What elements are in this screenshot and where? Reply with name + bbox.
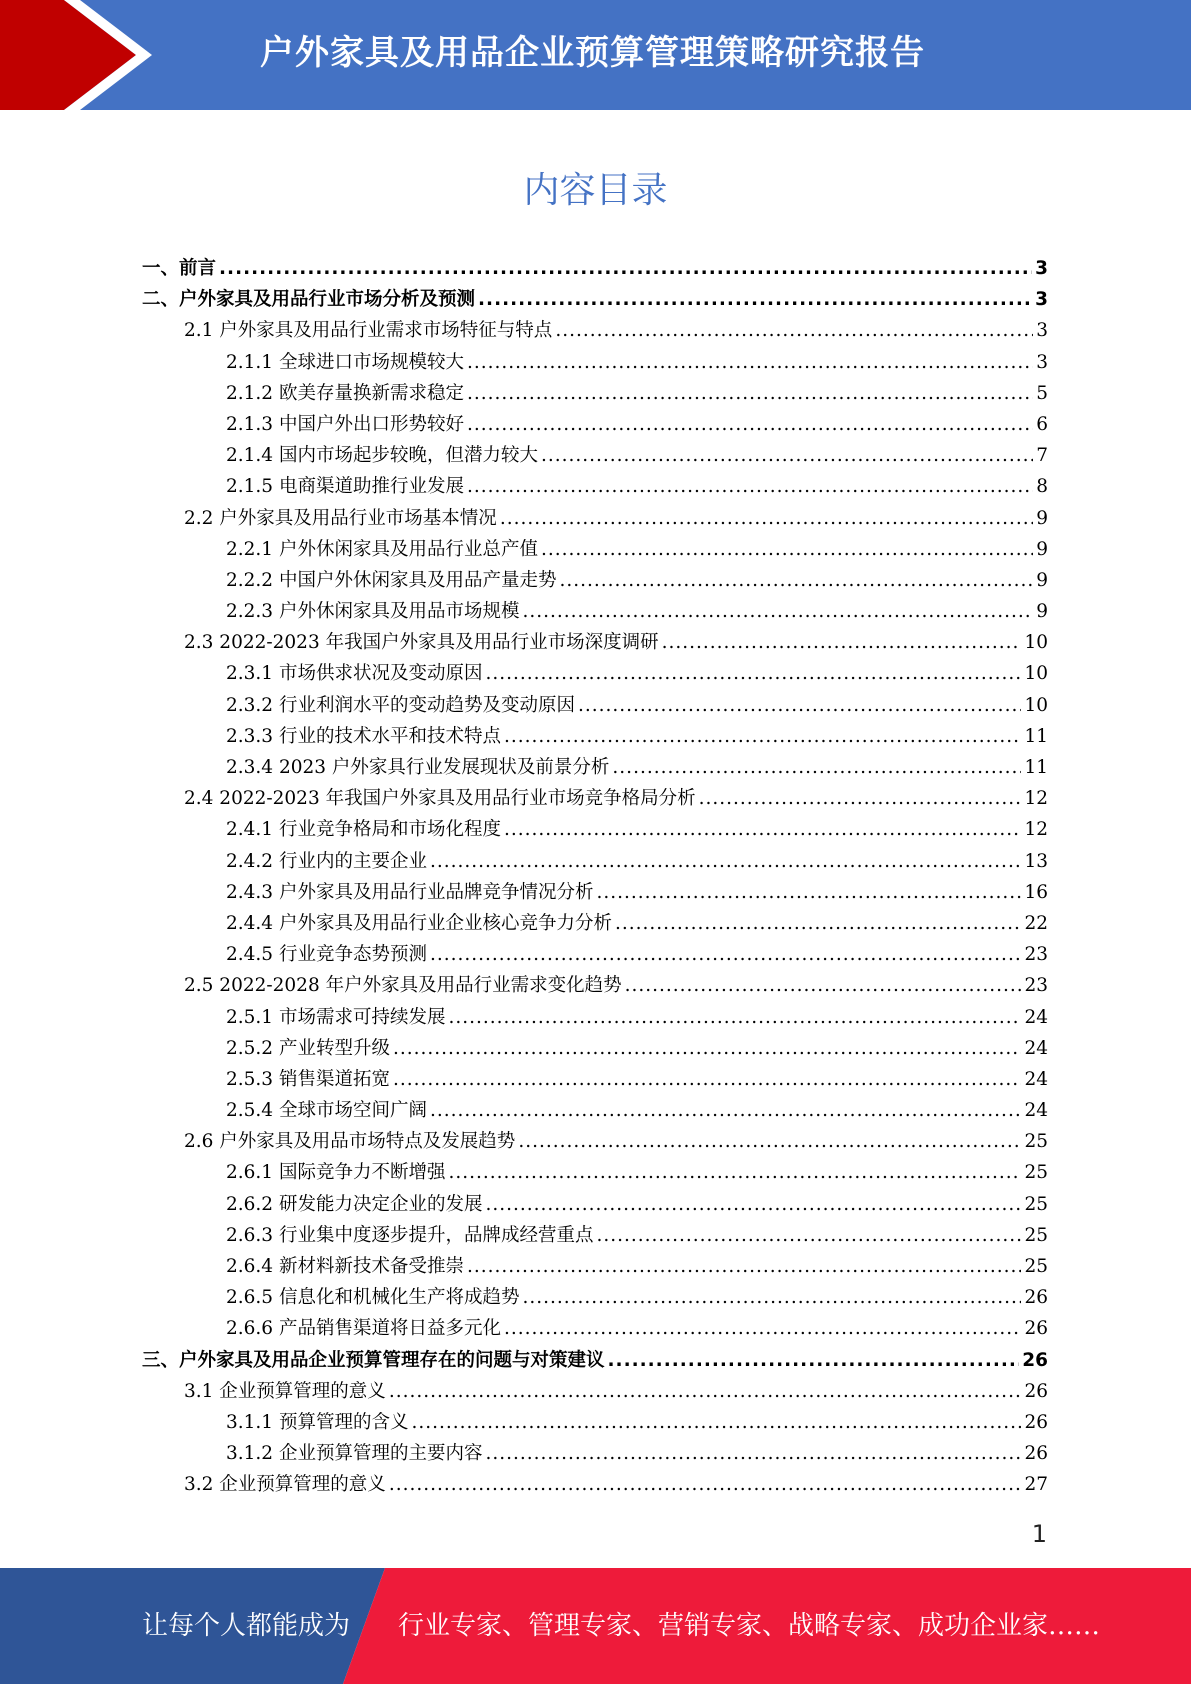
toc-entry[interactable] [142,627,1048,658]
toc-entry[interactable] [142,814,1048,845]
toc-entry[interactable] [142,284,1048,315]
toc-entry[interactable] [142,1220,1048,1251]
toc-entry[interactable] [142,939,1048,970]
toc-dot-leader [467,378,1033,409]
toc-dot-leader [448,1002,1021,1033]
toc-entry-page: 24 [1024,1006,1048,1028]
toc-entry-page: 9 [1036,601,1048,623]
toc-dot-leader [411,1407,1021,1438]
toc-entry-label: 三、户外家具及用品企业预算管理存在的问题与对策建议 [142,1349,605,1371]
toc-entry[interactable] [142,534,1048,565]
toc-entry-page: 9 [1036,538,1048,560]
toc-dot-leader [389,1376,1022,1407]
toc-dot-leader [430,1095,1021,1126]
toc-entry-page: 3 [1035,289,1048,311]
toc-entry-label: 2.5 2022-2028 年户外家具及用品行业需求变化趋势 [184,975,622,997]
toc-entry-page: 7 [1036,445,1048,467]
toc-entry-label: 2.6.2 研发能力决定企业的发展 [226,1193,483,1215]
toc-entry-page: 5 [1036,382,1048,404]
toc-entry[interactable] [142,503,1048,534]
toc-dot-leader [522,596,1033,627]
toc-entry-page: 23 [1024,944,1048,966]
toc-dot-leader [578,690,1021,721]
toc-dot-leader [485,1189,1021,1220]
toc-entry[interactable] [142,846,1048,877]
toc-entry[interactable] [142,1189,1048,1220]
toc-entry-label: 2.6 户外家具及用品市场特点及发展趋势 [184,1131,516,1153]
toc-entry-page: 25 [1024,1162,1048,1184]
toc-entry-label: 3.1.1 预算管理的含义 [226,1411,409,1433]
toc-entry-page: 26 [1024,1411,1048,1433]
toc-entry[interactable] [142,783,1048,814]
toc-dot-leader [467,1251,1021,1282]
toc-dot-leader [608,1345,1020,1376]
footer-slogan-left: 让每个人都能成为 [142,1611,351,1641]
toc-entry[interactable] [142,1282,1048,1313]
toc-entry-label: 2.1.1 全球进口市场规模较大 [226,351,464,373]
toc-entry-page: 24 [1024,1100,1048,1122]
toc-entry-label: 2.6.3 行业集中度逐步提升，品牌成经营重点 [226,1224,594,1246]
toc-dot-leader [699,783,1022,814]
toc-entry-page: 11 [1024,725,1048,747]
toc-dot-leader [541,534,1033,565]
toc-dot-leader [504,814,1021,845]
toc-entry[interactable] [142,471,1048,502]
toc-entry-page: 26 [1024,1380,1048,1402]
toc-entry-label: 2.4.2 行业内的主要企业 [226,850,427,872]
toc-entry-page: 26 [1024,1318,1048,1340]
toc-dot-leader [612,752,1021,783]
toc-dot-leader [504,1313,1021,1344]
toc-entry-label: 2.4.1 行业竞争格局和市场化程度 [226,819,501,841]
toc-entry[interactable] [142,1002,1048,1033]
toc-dot-leader [541,440,1033,471]
toc-entry-label: 2.3.2 行业利润水平的变动趋势及变动原因 [226,694,575,716]
toc-entry[interactable] [142,1438,1048,1469]
toc-entry-page: 9 [1036,507,1048,529]
toc-entry-page: 13 [1024,850,1048,872]
toc-entry-label: 2.4.4 户外家具及用品行业企业核心竞争力分析 [226,912,612,934]
toc-entry-label: 2.5.3 销售渠道拓宽 [226,1068,390,1090]
toc-entry-label: 2.4.3 户外家具及用品行业品牌竞争情况分析 [226,881,594,903]
page-number: 1 [1031,1520,1047,1548]
toc-dot-leader [522,1282,1021,1313]
toc-entry-label: 2.6.5 信息化和机械化生产将成趋势 [226,1287,520,1309]
toc-entry[interactable] [142,908,1048,939]
header-chevron-decoration [0,0,160,110]
toc-entry[interactable] [142,440,1048,471]
toc-entry-page: 10 [1024,663,1048,685]
toc-entry-label: 2.2.2 中国户外休闲家具及用品产量走势 [226,569,557,591]
toc-entry-label: 3.2 企业预算管理的意义 [184,1474,386,1496]
toc-dot-leader [389,1469,1022,1500]
toc-entry[interactable] [142,1469,1048,1500]
toc-dot-leader [662,627,1022,658]
toc-dot-leader [430,939,1021,970]
toc-entry[interactable] [142,409,1048,440]
toc-entry-label: 2.2 户外家具及用品行业市场基本情况 [184,507,497,529]
toc-dot-leader [219,253,1032,284]
toc-entry-page: 6 [1036,413,1048,435]
toc-entry-page: 26 [1024,1443,1048,1465]
toc-dot-leader [430,846,1021,877]
toc-entry-page: 12 [1024,788,1048,810]
toc-entry[interactable] [142,378,1048,409]
toc-entry-page: 23 [1024,975,1048,997]
toc-entry-label: 2.3.4 2023 户外家具行业发展现状及前景分析 [226,757,610,778]
toc-entry-label: 2.1.2 欧美存量换新需求稳定 [226,382,464,404]
toc-dot-leader [625,970,1022,1001]
toc-entry[interactable] [142,970,1048,1001]
toc-dot-leader [555,315,1033,346]
toc-dot-leader [615,908,1021,939]
toc-entry-label: 2.6.6 产品销售渠道将日益多元化 [226,1318,501,1340]
toc-entry-page: 25 [1024,1131,1048,1153]
page-header [0,0,1191,110]
toc-entry[interactable] [142,877,1048,908]
toc-entry-label: 2.5.4 全球市场空间广阔 [226,1100,427,1122]
toc-dot-leader [518,1126,1021,1157]
toc-entry-page: 25 [1024,1256,1048,1277]
toc-entry-page: 22 [1024,912,1048,934]
toc-entry[interactable] [142,1126,1048,1157]
toc-dot-leader [448,1157,1021,1188]
toc-entry-label: 2.3.1 市场供求状况及变动原因 [226,663,483,685]
toc-entry-label: 2.4.5 行业竞争态势预测 [226,944,427,966]
toc-dot-leader [478,284,1032,315]
report-title: 户外家具及用品企业预算管理策略研究报告 [260,33,925,73]
toc-entry[interactable] [142,658,1048,689]
toc-entry[interactable] [142,253,1048,284]
toc-entry-page: 26 [1024,1287,1048,1309]
table-of-contents [142,253,1048,1501]
toc-entry-label: 2.5.1 市场需求可持续发展 [226,1006,446,1028]
toc-entry-page: 26 [1022,1349,1048,1371]
toc-entry[interactable] [142,1064,1048,1095]
toc-entry-label: 二、户外家具及用品行业市场分析及预测 [142,289,476,311]
toc-entry[interactable] [142,347,1048,378]
toc-entry-page: 12 [1024,819,1048,841]
toc-dot-leader [467,347,1033,378]
toc-dot-leader [393,1064,1021,1095]
toc-entry-label: 2.4 2022-2023 年我国户外家具及用品行业市场竞争格局分析 [184,788,696,810]
toc-entry-label: 2.3 2022-2023 年我国户外家具及用品行业市场深度调研 [184,632,659,654]
toc-entry-page: 16 [1024,881,1048,903]
toc-entry[interactable] [142,1251,1048,1282]
toc-entry-page: 3 [1035,258,1048,279]
toc-dot-leader [467,471,1033,502]
page-footer [0,1568,1191,1684]
toc-entry-page: 11 [1024,757,1048,778]
toc-entry-page: 27 [1024,1474,1048,1496]
toc-dot-leader [467,409,1033,440]
toc-entry[interactable] [142,1313,1048,1344]
toc-entry[interactable] [142,1407,1048,1438]
footer-slogan-right: 行业专家、管理专家、营销专家、战略专家、成功企业家…… [398,1611,1101,1641]
toc-entry-page: 9 [1036,569,1048,591]
toc-entry[interactable] [142,721,1048,752]
toc-entry[interactable] [142,1376,1048,1407]
toc-entry[interactable] [142,1095,1048,1126]
toc-entry-page: 10 [1024,632,1048,654]
toc-entry[interactable] [142,752,1048,783]
toc-entry-page: 24 [1024,1037,1048,1059]
toc-entry[interactable] [142,690,1048,721]
toc-heading: 内容目录 [523,170,668,211]
toc-entry[interactable] [142,565,1048,596]
toc-entry-label: 2.1.3 中国户外出口形势较好 [226,413,464,435]
toc-entry[interactable] [142,1033,1048,1064]
toc-entry-page: 10 [1024,694,1048,716]
toc-dot-leader [559,565,1033,596]
toc-dot-leader [485,658,1021,689]
toc-entry-page: 24 [1024,1068,1048,1090]
toc-entry-label: 2.2.3 户外休闲家具及用品市场规模 [226,601,520,623]
toc-entry-label: 2.5.2 产业转型升级 [226,1037,390,1059]
toc-dot-leader [504,721,1021,752]
toc-dot-leader [596,1220,1021,1251]
toc-entry-page: 25 [1024,1193,1048,1215]
toc-entry-page: 25 [1024,1224,1048,1246]
toc-entry[interactable] [142,1157,1048,1188]
toc-entry-label: 2.3.3 行业的技术水平和技术特点 [226,725,501,747]
toc-dot-leader [500,503,1033,534]
toc-entry-label: 3.1 企业预算管理的意义 [184,1380,386,1402]
toc-entry-label: 2.2.1 户外休闲家具及用品行业总产值 [226,538,538,560]
toc-entry-page: 8 [1036,476,1048,498]
toc-dot-leader [393,1033,1021,1064]
toc-entry-label: 3.1.2 企业预算管理的主要内容 [226,1443,483,1465]
toc-entry[interactable] [142,1345,1048,1376]
toc-entry[interactable] [142,315,1048,346]
toc-entry-label: 2.6.1 国际竞争力不断增强 [226,1162,446,1184]
toc-entry-label: 2.1 户外家具及用品行业需求市场特征与特点 [184,320,553,342]
toc-dot-leader [596,877,1021,908]
toc-entry-page: 3 [1036,320,1048,342]
toc-entry-page: 3 [1036,351,1048,373]
toc-entry-label: 一、前言 [142,258,217,279]
toc-entry-label: 2.1.4 国内市场起步较晚，但潜力较大 [226,445,538,467]
toc-dot-leader [485,1438,1021,1469]
toc-entry[interactable] [142,596,1048,627]
toc-entry-label: 2.6.4 新材料新技术备受推崇 [226,1256,464,1277]
toc-entry-label: 2.1.5 电商渠道助推行业发展 [226,476,464,498]
